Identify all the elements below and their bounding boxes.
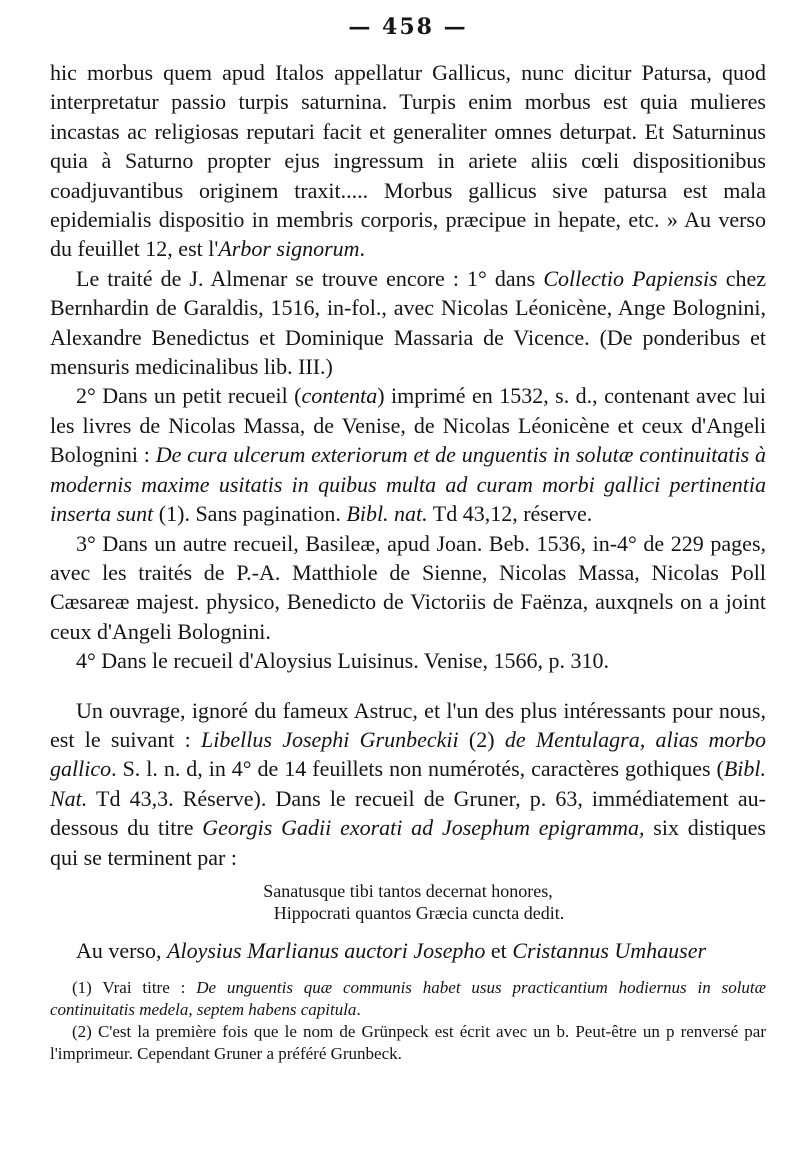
text-run: . S. l. n. d, in 4° de 14 feuillets non numérotés, caractères gothiques (: [111, 756, 724, 782]
text-run: Td 43,3. Réserve). Dans le recueil de Gruner, p. 63, immédiatement au-dessous du titre: [50, 785, 766, 841]
text-run: (1) Vrai titre :: [72, 978, 197, 998]
text-run: six distiques qui se terminent par :: [50, 815, 766, 870]
italic-name: Cristannus Umhauser: [512, 937, 707, 963]
text-run: .: [359, 236, 366, 262]
italic-title: Libellus Josephi Grunbeckii: [201, 726, 459, 752]
paragraph-3: [50, 381, 766, 528]
italic-library: Bibl. Nat.: [50, 756, 766, 811]
verse-line: Sanatusque tibi tantos decernat honores,: [263, 880, 553, 901]
italic-term: contenta: [301, 383, 378, 409]
paragraph-5: 4° Dans le recueil d'Aloysius Luisinus. Venise, 1566, p. 310.: [76, 648, 609, 674]
text-run: Td 43,12, réserve.: [427, 501, 593, 527]
paragraph-4: 3° Dans un autre recueil, Basileæ, apud Joan. Beb. 1536, in-4° de 229 pages, avec les traités de P.-A. Matthiole de Sienne, Nicolas Massa, Nicolas Poll Cæsareæ majest. physico, Benedicto de Victoriis de Faënza, auxqnels on a joint ceux d'Angeli Bolognini.: [50, 530, 766, 644]
text-run: chez Bernhardin de Garaldis, 1516, in-fol., avec Nicolas Léonicène, Ange Bolognini, Alexandre Benedictus et Dominique Massaria de Vicence. (De ponderibus et mensuris medicinalibus lib. III.): [50, 265, 767, 380]
text-run: Au verso,: [76, 937, 168, 963]
page-number: — 458 —: [348, 14, 468, 40]
italic-library: Bibl. nat.: [346, 501, 428, 527]
paragraph-1: [50, 58, 766, 264]
italic-title: De cura ulcerum exteriorum et de unguentis in solutæ continuitatis à modernis maxime usitatis in quibus multa ad curam morbi gallici pertinentia inserta sunt: [50, 442, 766, 527]
text-run: (1). Sans pagination.: [153, 501, 347, 527]
footnote-1: [50, 977, 766, 1021]
text-run: Un ouvrage, ignoré du fameux Astruc, et l'un des plus intéressants pour nous, est le suivant :: [50, 697, 766, 752]
italic-title: de Mentulagra, alias morbo gallico: [50, 726, 766, 782]
italic-title: Georgis Gadii exorati ad Josephum epigramma,: [202, 815, 645, 841]
text-run: Le traité de J. Almenar se trouve encore : 1° dans: [76, 265, 544, 291]
footnote-2: (2) C'est la première fois que le nom de Grünpeck est écrit avec un b. Peut-être un p renversé par l'imprimeur. Cependant Gruner a préféré Grunbeck.: [50, 1022, 766, 1064]
italic-title: Arbor signorum: [218, 236, 360, 262]
italic-name: Aloysius Marlianus auctori Josepho: [167, 937, 486, 963]
text-run: ) imprimé en 1532, s. d., contenant avec lui les livres de Nicolas Massa, de Venise, de Nicolas Léonicène et ceux d'Angeli Bolognini :: [50, 383, 766, 468]
paragraph-7: [50, 936, 766, 965]
verse-line: Hippocrati quantos Græcia cuncta dedit.: [273, 902, 565, 923]
italic-title: De unguentis quæ communis habet usus practicantium hodiernus in solutæ continuitatis medela, septem habens capitula: [50, 978, 766, 1020]
paragraph-6: [50, 696, 766, 872]
verse-quote: [50, 880, 766, 924]
text-run: et: [485, 937, 513, 963]
footnotes: [50, 977, 766, 1065]
text-run: hic morbus quem apud Italos appellatur Gallicus, nunc dicitur Patursa, quod interpretatur passio turpis saturnina. Turpis enim morbus est quia mulieres incastas ac religiosas reputari facit et generaliter omnes deturpat. Et Saturninus quia à Saturno propter ejus ingressum in ariete aliis cœli dispositionibus coadjuvantibus originem traxit..... Morbus gallicus sive patursa est mala epidemialis dispositio in membris corporis, præcipue in hepate, etc. » Au verso du feuillet 12, est l': [50, 60, 766, 262]
paragraph-2: [50, 264, 766, 382]
text-run: .: [356, 1000, 361, 1020]
text-run: 2° Dans un petit recueil (: [76, 383, 302, 409]
text-run: (2): [458, 726, 505, 752]
italic-title: Collectio Papiensis: [543, 265, 718, 291]
